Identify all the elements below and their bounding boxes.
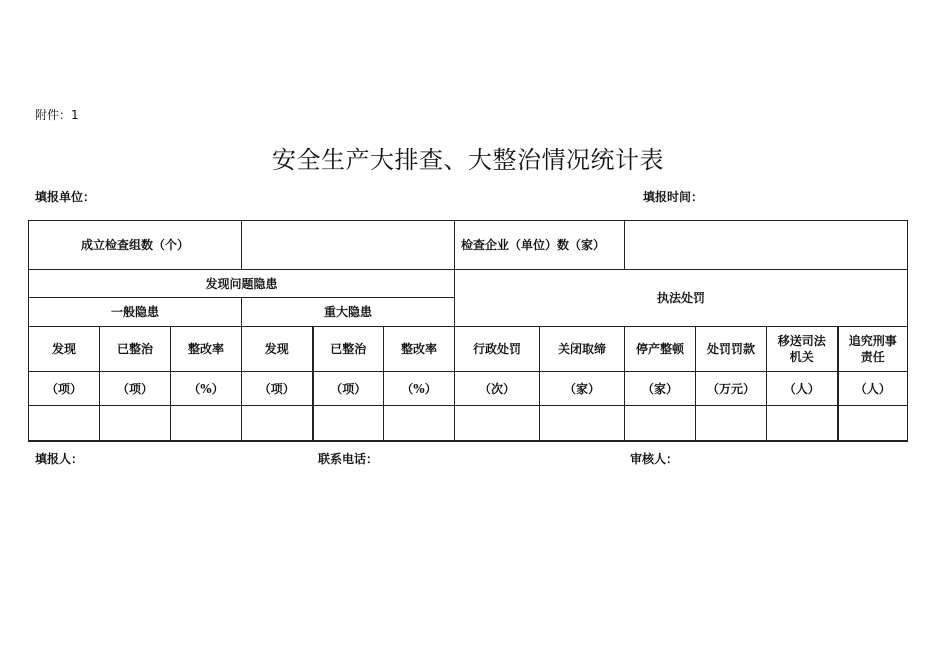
- unit-cell: （项）: [313, 372, 384, 406]
- attachment-number: 附件：1: [35, 108, 79, 122]
- inspected-enterprises-value[interactable]: [625, 221, 908, 270]
- unit-row: [29, 372, 908, 406]
- unit-cell: （人）: [838, 372, 908, 406]
- unit-cell: （万元）: [696, 372, 767, 406]
- column-header: 已整治: [100, 327, 171, 372]
- data-cell[interactable]: [838, 406, 908, 441]
- hazards-found-header: 发现问题隐患: [29, 270, 455, 298]
- filler-label: 填报人：: [35, 452, 84, 466]
- data-cell[interactable]: [455, 406, 540, 441]
- data-cell[interactable]: [313, 406, 384, 441]
- data-cell[interactable]: [384, 406, 455, 441]
- data-cell[interactable]: [242, 406, 313, 441]
- major-hazards-header: 重大隐患: [242, 298, 455, 327]
- column-header: 追究刑事责任: [838, 327, 908, 372]
- page-title: 安全生产大排查、大整治情况统计表: [272, 146, 664, 174]
- unit-cell: （%）: [384, 372, 455, 406]
- column-header: 处罚罚款: [696, 327, 767, 372]
- unit-cell: （次）: [455, 372, 540, 406]
- column-header: 已整治: [313, 327, 384, 372]
- column-header: 行政处罚: [455, 327, 540, 372]
- unit-cell: （项）: [100, 372, 171, 406]
- general-hazards-header: 一般隐患: [29, 298, 242, 327]
- data-cell[interactable]: [696, 406, 767, 441]
- column-header: 移送司法机关: [767, 327, 838, 372]
- column-header: 整改率: [171, 327, 242, 372]
- unit-cell: （项）: [29, 372, 100, 406]
- data-cell[interactable]: [29, 406, 100, 441]
- column-header: 整改率: [384, 327, 455, 372]
- statistics-table: [28, 220, 908, 442]
- column-header: 发现: [242, 327, 313, 372]
- data-cell[interactable]: [767, 406, 838, 441]
- fill-time-label: 填报时间：: [643, 190, 704, 204]
- unit-cell: （人）: [767, 372, 838, 406]
- data-cell[interactable]: [100, 406, 171, 441]
- inspection-groups-value[interactable]: [242, 221, 455, 270]
- reviewer-label: 审核人：: [630, 452, 679, 466]
- inspection-groups-label: 成立检查组数（个）: [29, 221, 242, 270]
- data-cell[interactable]: [625, 406, 696, 441]
- unit-cell: （%）: [171, 372, 242, 406]
- data-cell[interactable]: [540, 406, 625, 441]
- enforcement-header: 执法处罚: [455, 270, 908, 327]
- column-header-row: [29, 327, 908, 372]
- unit-cell: （项）: [242, 372, 313, 406]
- column-header: 发现: [29, 327, 100, 372]
- phone-label: 联系电话：: [318, 452, 379, 466]
- data-row: [29, 406, 908, 441]
- column-header: 停产整顿: [625, 327, 696, 372]
- data-cell[interactable]: [171, 406, 242, 441]
- unit-cell: （家）: [540, 372, 625, 406]
- unit-cell: （家）: [625, 372, 696, 406]
- column-header: 关闭取缔: [540, 327, 625, 372]
- fill-unit-label: 填报单位：: [35, 190, 96, 204]
- inspected-enterprises-label: 检查企业（单位）数（家）: [455, 221, 625, 270]
